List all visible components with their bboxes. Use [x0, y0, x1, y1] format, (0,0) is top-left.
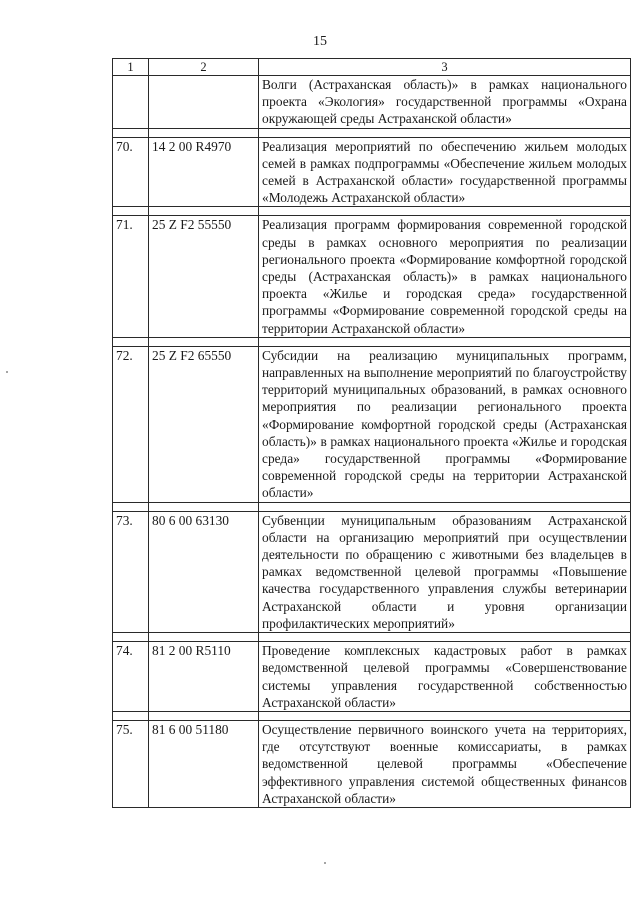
continuation-text: Волги (Астраханская область)» в рамках национального проекта «Экология» государственной программы «Охрана окружающей среды Астраханской области» — [259, 76, 631, 129]
header-col-3: 3 — [259, 59, 631, 76]
codes-table — [112, 58, 631, 808]
scan-speck — [6, 371, 8, 373]
header-col-1: 1 — [113, 59, 149, 76]
row-number: 73. — [113, 511, 149, 632]
header-col-2: 2 — [149, 59, 259, 76]
row-number: 75. — [113, 720, 149, 807]
row-code: 81 2 00 R5110 — [149, 642, 259, 712]
row-gap — [113, 207, 631, 216]
row-number: 71. — [113, 216, 149, 337]
row-number: 72. — [113, 346, 149, 502]
row-code: 25 Z F2 65550 — [149, 346, 259, 502]
continuation-row — [113, 76, 631, 129]
row-description: Реализация мероприятий по обеспечению жильем молодых семей в рамках подпрограммы «Обеспечение жильем молодых семей в Астраханской области» государственной программы «Молодежь Астраханской области» — [259, 137, 631, 207]
row-description: Субвенции муниципальным образованиям Астраханской области на организацию мероприятий при осуществлении деятельности по обращению с животными без владельцев в рамках ведомственной целевой программы «Повышение качества государственного управления службы ветеринарии Астраханской области и уровня организации профилактических мероприятий» — [259, 511, 631, 632]
row-gap — [113, 337, 631, 346]
row-gap — [113, 633, 631, 642]
row-gap — [113, 711, 631, 720]
scan-speck — [324, 862, 326, 864]
row-number: 70. — [113, 137, 149, 207]
table-row — [113, 137, 631, 207]
row-description: Субсидии на реализацию муниципальных программ, направленных на выполнение мероприятий по благоустройству территорий муниципальных образований, в рамках основного мероприятия по реализации регионального проекта «Формирование комфортной городской среды (Астраханская область)» в рамках национального проекта «Жилье и городская среда» государственной программы «Формирование современной городской среды на территории Астраханской области» — [259, 346, 631, 502]
continuation-code — [149, 76, 259, 129]
table-row — [113, 511, 631, 632]
table-row — [113, 642, 631, 712]
row-code: 80 6 00 63130 — [149, 511, 259, 632]
row-description: Проведение комплексных кадастровых работ в рамках ведомственной целевой программы «Совершенствование системы управления государственной собственностью Астраханской области» — [259, 642, 631, 712]
page-number: 15 — [313, 34, 327, 49]
row-gap — [113, 128, 631, 137]
table-header-row — [113, 59, 631, 76]
row-number: 74. — [113, 642, 149, 712]
continuation-num — [113, 76, 149, 129]
row-code: 81 6 00 51180 — [149, 720, 259, 807]
row-description: Реализация программ формирования современной городской среды в рамках основного мероприятия по реализации регионального проекта «Формирование комфортной городской среды (Астраханская область)» в рамках национального проекта «Жилье и городская среда» государственной программы «Формирование современной городской среды на территории Астраханской области» — [259, 216, 631, 337]
table-row — [113, 346, 631, 502]
row-code: 25 Z F2 55550 — [149, 216, 259, 337]
row-code: 14 2 00 R4970 — [149, 137, 259, 207]
table-row — [113, 216, 631, 337]
row-description: Осуществление первичного воинского учета на территориях, где отсутствуют военные комиссариаты, в рамках ведомственной целевой программы «Обеспечение эффективного управления системой общественных финансов Астраханской области» — [259, 720, 631, 807]
table-row — [113, 720, 631, 807]
row-gap — [113, 502, 631, 511]
